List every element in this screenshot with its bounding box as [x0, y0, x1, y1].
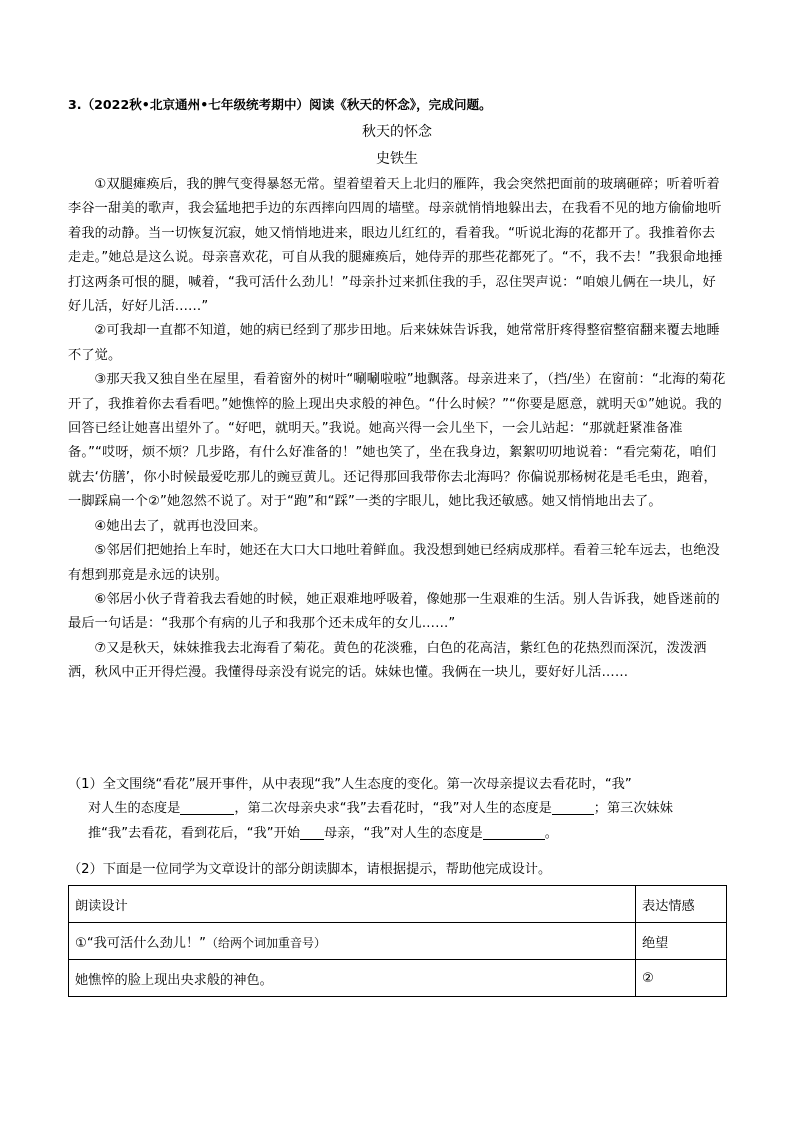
row-1-design-text: ①“我可活什么劲儿！” — [75, 935, 206, 951]
paragraph-4: ④她出去了，就再也没回来。 — [94, 518, 267, 534]
paragraph-3: ③那天我又独自坐在屋里，看着窗外的树叶“唰唰啦啦”地飘落。母亲进来了，（挡/坐）在窗前：“北海的菊花开了，我推着你去看看吧。”她憔悴的脸上现出央求般的神色。“什么时候？”“你要是愿意，就明天①”她说。我的回答已经让她喜出望外了。“好吧，就明天。”我说。她高兴得一会儿坐下，一会儿站起：“那就赶紧准备准备。”“哎呀，烦不烦？几步路，有什么好准备的！”她也笑了，坐在我身边，絮絮叨叨地说着：“看完菊花，咱们就去‘仿膳’，你小时候最爱吃那儿的豌豆黄儿。还记得那回我带你去北海吗？你偏说那杨树花是毛毛虫，跑着，一脚踩扁一个②”她忽然不说了。对于“跑”和“踩”一类的字眼儿，她比我还敏感。她又悄悄地出去了。 — [68, 372, 726, 510]
header-emotion: 表达情感 — [636, 886, 727, 923]
question-instruction: 阅读《秋天的怀念》，完成问题。 — [309, 97, 492, 112]
table-row — [69, 923, 727, 960]
sub-question-1 — [68, 773, 732, 846]
row-1-design — [69, 923, 636, 960]
sub-question-2 — [68, 858, 732, 882]
table-header-row — [69, 886, 727, 923]
q1-text-e: 母亲，“我”对人生的态度是 — [323, 825, 483, 841]
answer-blank-4[interactable] — [483, 825, 545, 840]
question-number: 3. — [68, 97, 82, 112]
answer-blank-2[interactable] — [552, 800, 594, 815]
table-row — [69, 960, 727, 997]
answer-blank-3[interactable] — [300, 825, 324, 840]
paragraph-7: ⑦又是秋天，妹妹推我去北海看了菊花。黄色的花淡雅，白色的花高洁，紫红色的花热烈而深沉，泼泼洒洒，秋风中正开得烂漫。我懂得母亲没有说完的话。妹妹也懂。我俩在一块儿，要好好儿活…… — [68, 640, 707, 681]
row-1-emotion: 绝望 — [636, 923, 727, 960]
question-source: （2022秋•北京通州•七年级统考期中） — [81, 97, 310, 112]
question-header — [68, 94, 728, 116]
article-body — [68, 173, 728, 686]
sub-question-1-line-1: （1）全文围绕“看花”展开事件，从中表现“我”人生态度的变化。第一次母亲提议去看花时，“我” — [68, 777, 632, 792]
row-1-hint: （给两个词加重音号） — [206, 935, 327, 950]
row-2-emotion: ② — [636, 960, 727, 997]
article-author: 史铁生 — [376, 151, 418, 167]
q1-text-a: 对人生的态度是 — [88, 801, 181, 817]
reading-script-table — [68, 885, 727, 997]
header-design: 朗读设计 — [69, 886, 636, 923]
article-title: 秋天的怀念 — [362, 124, 432, 140]
q1-text-c: ；第三次妹妹 — [593, 801, 673, 817]
paragraph-2: ②可我却一直都不知道，她的病已经到了那步田地。后来妹妹告诉我，她常常肝疼得整宿整宿翻来覆去地睡不了觉。 — [68, 323, 720, 363]
row-2-design: 她憔悴的脸上现出央求般的神色。 — [69, 960, 636, 997]
q1-text-d: 推“我”去看花，看到花后，“我”开始 — [88, 825, 300, 841]
q1-text-b: ，第二次母亲央求“我”去看花时，“我”对人生的态度是 — [234, 801, 552, 817]
paragraph-6: ⑥邻居小伙子背着我去看她的时候，她正艰难地呼吸着，像她那一生艰难的生活。别人告诉我，她昏迷前的最后一句话是：“我那个有病的儿子和我那个还未成年的女儿……” — [68, 591, 720, 632]
paragraph-5: ⑤邻居们把她抬上车时，她还在大口大口地吐着鲜血。我没想到她已经病成那样。看着三轮车远去，也绝没有想到那竟是永远的诀别。 — [68, 543, 720, 583]
sub-question-1-line-3 — [68, 822, 732, 846]
sub-question-2-text: （2）下面是一位同学为文章设计的部分朗读脚本，请根据提示，帮助他完成设计。 — [68, 862, 552, 877]
q1-text-f: 。 — [544, 825, 558, 841]
answer-blank-1[interactable] — [180, 800, 234, 815]
sub-question-1-line-2 — [68, 797, 732, 821]
paragraph-1: ①双腿瘫痪后，我的脾气变得暴怒无常。望着望着天上北归的雁阵，我会突然把面前的玻璃砸碎；听着听着李谷一甜美的歌声，我会猛地把手边的东西摔向四周的墙壁。母亲就悄悄地躲出去，在我看不见的地方偷偷地听着我的动静。当一切恢复沉寂，她又悄悄地进来，眼边儿红红的，看着我。“听说北海的花都开了。我推着你去走走。”她总是这么说。母亲喜欢花，可自从我的腿瘫痪后，她侍弄的那些花都死了。“不，我不去！”我狠命地捶打这两条可恨的腿，喊着，“我可活什么劲儿！”母亲扑过来抓住我的手，忍住哭声说：“咱娘儿俩在一块儿，好好儿活，好好儿活……” — [68, 177, 723, 315]
